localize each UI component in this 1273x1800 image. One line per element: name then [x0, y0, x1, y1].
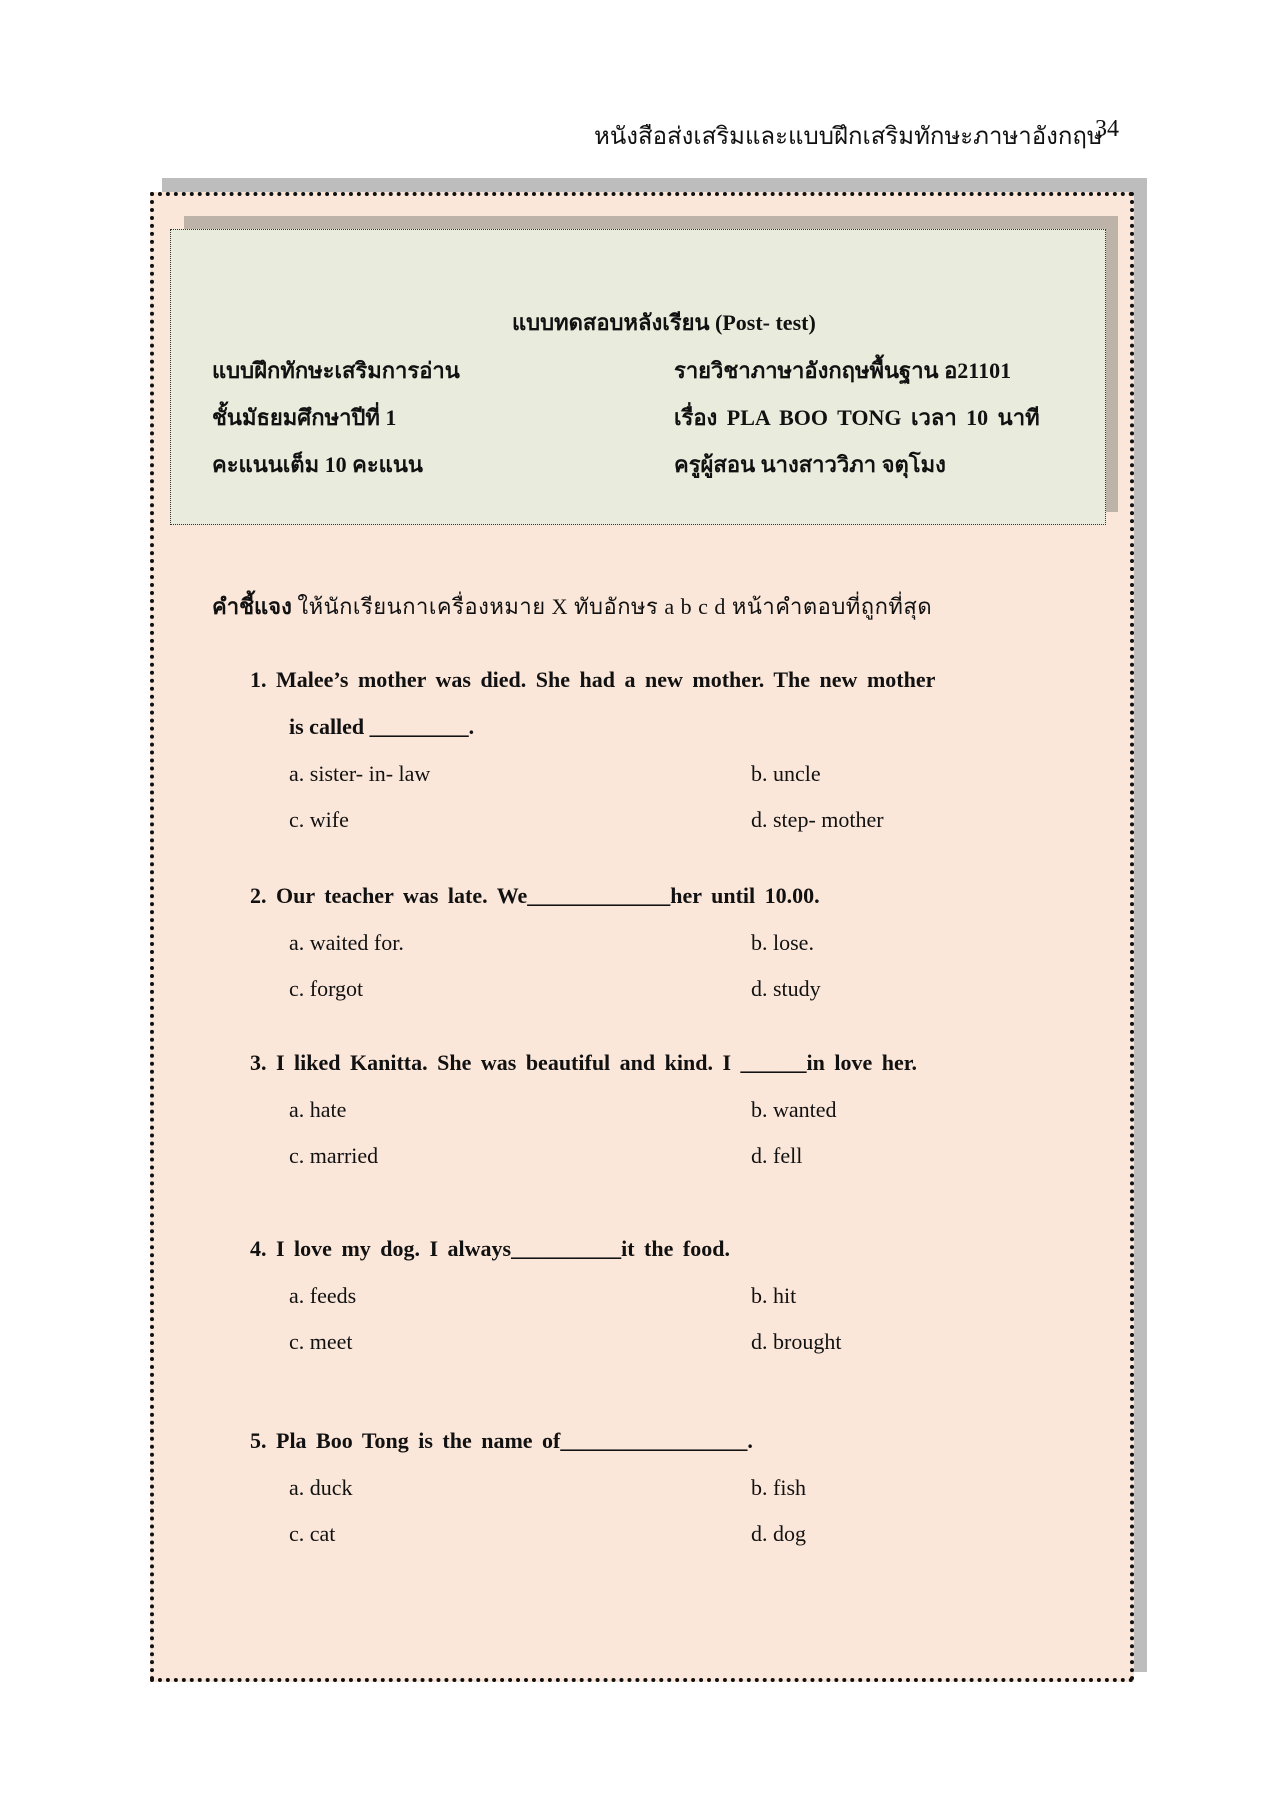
question-5-option-b[interactable]: b. fish [751, 1475, 806, 1500]
instructions-label: คำชี้แจง [212, 594, 292, 619]
question-4-option-c[interactable]: c. meet [289, 1329, 353, 1354]
grade-label: ชั้นมัธยมศึกษาปีที่ 1 [212, 405, 397, 430]
question-5: 5. Pla Boo Tong is the name of_________________. [250, 1428, 753, 1453]
instructions [212, 589, 932, 624]
subject-label: รายวิชาภาษาอังกฤษพื้นฐาน อ21101 [674, 358, 1012, 383]
question-3-option-a[interactable]: a. hate [289, 1097, 347, 1122]
book-title: หนังสือส่งเสริมและแบบฝึกเสริมทักษะภาษาอังกฤษ [594, 124, 1103, 150]
teacher-label: ครูผู้สอน นางสาววิภา จตุโมง [674, 452, 946, 477]
question-4-option-a[interactable]: a. feeds [289, 1283, 357, 1308]
score-label: คะแนนเต็ม 10 คะแนน [212, 452, 423, 477]
question-4: 4. I love my dog. I always__________it the food. [250, 1236, 730, 1261]
question-2-option-b[interactable]: b. lose. [751, 930, 814, 955]
question-3-option-c[interactable]: c. married [289, 1143, 379, 1168]
question-5-option-c[interactable]: c. cat [289, 1521, 336, 1546]
question-2-option-d[interactable]: d. study [751, 976, 821, 1001]
question-3-option-d[interactable]: d. fell [751, 1143, 803, 1168]
page-number: 34 [1095, 116, 1119, 142]
question-4-option-d[interactable]: d. brought [751, 1329, 842, 1354]
question-2: 2. Our teacher was late. We_____________her until 10.00. [250, 883, 820, 908]
question-3-option-b[interactable]: b. wanted [751, 1097, 837, 1122]
question-1-option-b[interactable]: b. uncle [751, 761, 821, 786]
instructions-text: ให้นักเรียนกาเครื่องหมาย X ทับอักษร a b c d หน้าคำตอบที่ถูกที่สุด [297, 594, 933, 619]
question-3: 3. I liked Kanitta. She was beautiful and kind. I ______in love her. [250, 1050, 917, 1075]
question-5-option-a[interactable]: a. duck [289, 1475, 353, 1500]
skill-label: แบบฝึกทักษะเสริมการอ่าน [212, 358, 460, 383]
question-2-option-a[interactable]: a. waited for. [289, 930, 404, 955]
question-4-option-b[interactable]: b. hit [751, 1283, 797, 1308]
question-1-continued: is called _________. [289, 714, 475, 739]
question-1-option-a[interactable]: a. sister- in- law [289, 761, 431, 786]
topic-label: เรื่อง PLA BOO TONG เวลา 10 นาที [674, 405, 1040, 430]
test-title: แบบทดสอบหลังเรียน (Post- test) [512, 310, 816, 335]
question-1: 1. Malee’s mother was died. She had a new mother. The new mother [250, 667, 936, 692]
question-2-option-c[interactable]: c. forgot [289, 976, 364, 1001]
question-1-option-d[interactable]: d. step- mother [751, 807, 884, 832]
question-5-option-d[interactable]: d. dog [751, 1521, 806, 1546]
question-1-option-c[interactable]: c. wife [289, 807, 349, 832]
